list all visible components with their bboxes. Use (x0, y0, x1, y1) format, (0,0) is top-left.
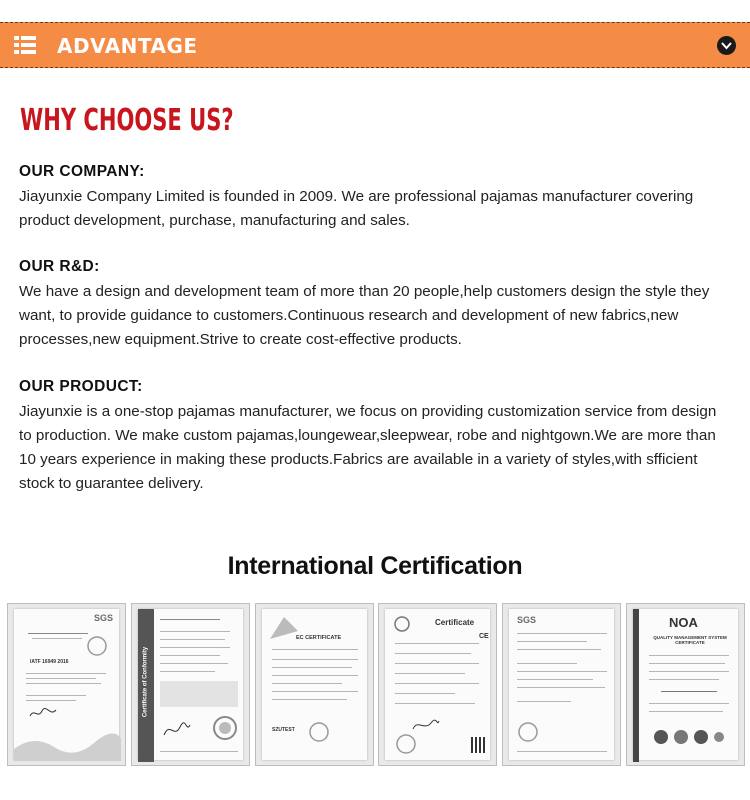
company-text: Jiayunxie Company Limited is founded in 2009. We are professional pajamas manufacturer covering product development, purchase, manufacturing and sales. (19, 188, 694, 229)
rd-text: We have a design and development team of more than 20 people,help customers design the style they want, to provide guidance to customers.Continuous research and development of new fabrics,new processes,new equipment.Strive to create cost-effective products. (19, 283, 710, 348)
seal-icon (395, 733, 417, 755)
sgs-logo: SGS (517, 615, 537, 625)
certificate-image[interactable] (378, 603, 497, 766)
certificate-image[interactable] (131, 603, 250, 766)
certificate-title: Certificate (435, 618, 475, 627)
certificate-image[interactable] (626, 603, 745, 766)
certificate-gallery (7, 603, 747, 767)
seal-icon (212, 715, 238, 741)
company-section (19, 163, 731, 233)
collapse-button[interactable] (717, 36, 736, 55)
signature-icon (28, 707, 58, 719)
conformity-side-title: Certificate of Conformity (142, 646, 149, 718)
product-section (19, 378, 731, 496)
product-text: Jiayunxie is a one-stop pajamas manufacturer, we focus on providing customization service from design to production. We make custom pajamas,loungewear,sleepwear, robe and nightgown.We are more than 10 years experience in making these products.Fabrics are available in a variety of styles,with sfficient stock to guarantee delivery. (19, 403, 717, 492)
company-label: OUR COMPANY: (19, 163, 145, 180)
certificate-title: QUALITY MANAGEMENT SYSTEM CERTIFICATE (653, 635, 727, 645)
noa-logo: NOA (669, 615, 698, 630)
certificate-image[interactable] (502, 603, 621, 766)
signature-icon (411, 717, 441, 733)
rd-section (19, 258, 731, 352)
seal-icon (308, 721, 330, 743)
seal-icon (393, 615, 411, 633)
decorative-wave-icon (14, 729, 121, 761)
advantage-banner (0, 22, 750, 68)
sgs-logo: SGS (94, 613, 114, 623)
chevron-down-icon (721, 42, 732, 50)
seal-icon (86, 635, 108, 657)
szutest-logo: SZUTEST (272, 727, 295, 733)
list-menu-icon (14, 35, 36, 55)
ce-mark: CE (479, 633, 489, 640)
seal-icon (517, 721, 539, 743)
product-label: OUR PRODUCT: (19, 378, 143, 395)
signature-icon (162, 719, 192, 741)
accreditation-logos-icon (653, 727, 725, 747)
qr-code-icon (471, 737, 487, 753)
banner-title: ADVANTAGE (57, 34, 198, 58)
certificate-title: EC CERTIFICATE (296, 635, 342, 641)
certificate-image[interactable] (7, 603, 126, 766)
page-heading: WHY CHOOSE US? (20, 103, 234, 138)
certification-heading: International Certification (227, 552, 523, 580)
certificate-title: IATF 16949 2016 (30, 659, 69, 665)
certificate-image[interactable] (255, 603, 374, 766)
rd-label: OUR R&D: (19, 258, 100, 275)
